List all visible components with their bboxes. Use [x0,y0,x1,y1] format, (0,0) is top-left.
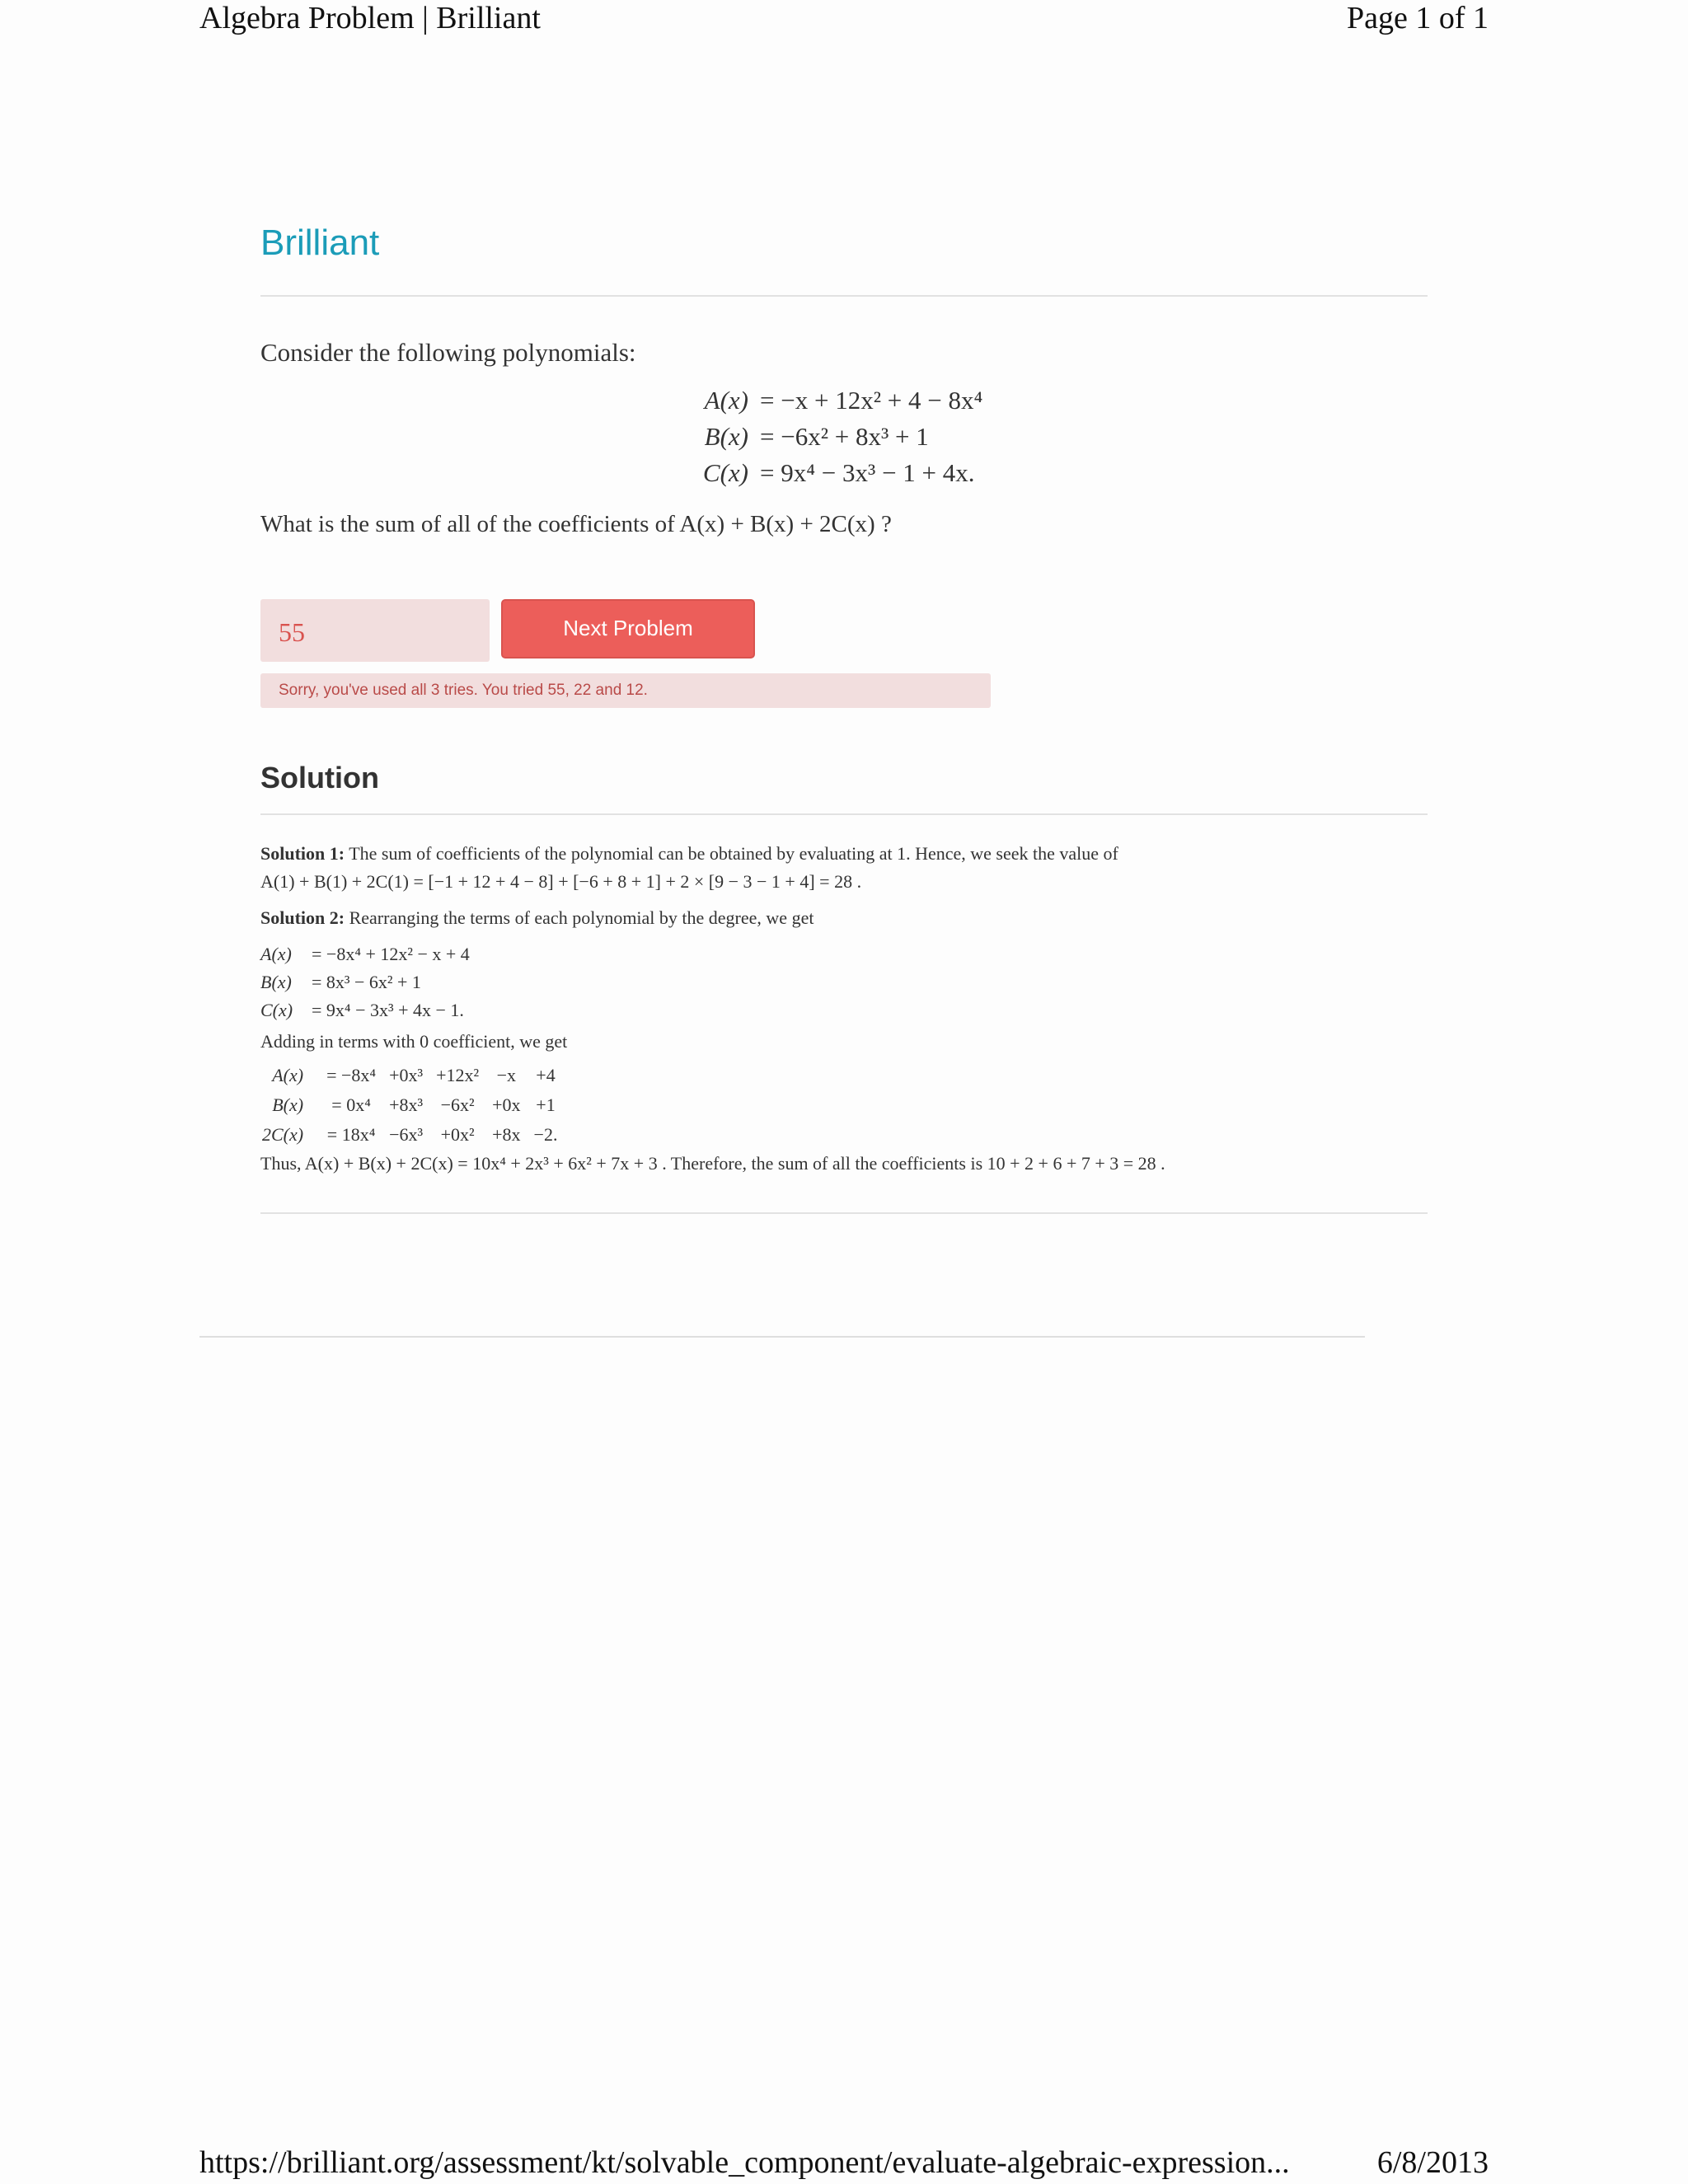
print-page-number: Page 1 of 1 [1346,1,1489,35]
solution-conclusion: Thus, A(x) + B(x) + 2C(x) = 10x⁴ + 2x³ + 6x² + 7x + 3 . Therefore, the sum of all the coefficients is 10 + 2 + 6 + 7 + 3 = 28 . [260,1153,1165,1174]
equation-c: C(x) = 9x⁴ − 3x³ − 1 + 4x. [702,458,975,487]
print-header [199,0,1489,40]
next-problem-button[interactable]: Next Problem [501,599,755,658]
page-content [260,216,1428,1214]
rearranged-polynomials [260,940,1428,1024]
page-bottom-divider [199,1336,1365,1338]
solution-2 [260,904,1428,932]
solution-1-text: The sum of coefficients of the polynomial can be obtained by evaluating at 1. Hence, we seek the value of [349,843,1118,864]
equation-b: B(x) = −6x² + 8x³ + 1 [704,422,929,451]
problem-question: What is the sum of all of the coefficients of A(x) + B(x) + 2C(x) ? [260,511,892,537]
polynomial-definitions [682,382,1428,491]
brilliant-logo[interactable]: Brilliant [260,223,380,263]
print-footer [199,2141,1489,2181]
table-row: A(x) = −8x⁴ +0x³ +12x² −x +4 [272,1065,556,1085]
print-title: Algebra Problem | Brilliant [199,1,541,35]
tries-exhausted-message: Sorry, you've used all 3 tries. You tried 55, 22 and 12. [260,673,991,708]
problem-intro: Consider the following polynomials: [260,338,636,367]
solution-1-label: Solution 1: [260,843,345,864]
adding-note: Adding in terms with 0 coefficient, we get [260,1031,568,1052]
solution-2-text: Rearranging the terms of each polynomial by the degree, we get [349,907,814,928]
print-date: 6/8/2013 [1376,2145,1489,2180]
solution-divider [260,813,1428,815]
table-row: B(x) = 0x⁴ +8x³ −6x² +0x +1 [272,1094,556,1115]
aligned-terms-table [262,1061,570,1150]
answer-input[interactable]: 55 [260,599,490,662]
solution-end-divider [260,1212,1428,1214]
rearranged-b: B(x) = 8x³ − 6x² + 1 [260,972,421,992]
solution-1 [260,840,1428,896]
solution-title: Solution [260,761,379,794]
answer-row [260,599,1428,662]
rearranged-a: A(x) = −8x⁴ + 12x² − x + 4 [260,944,470,964]
print-url: https://brilliant.org/assessment/kt/solvable_component/evaluate-algebraic-expression... [199,2145,1290,2180]
solution-2-label: Solution 2: [260,907,345,928]
rearranged-c: C(x) = 9x⁴ − 3x³ + 4x − 1. [260,1000,464,1020]
equation-a: A(x) = −x + 12x² + 4 − 8x⁴ [704,386,983,415]
table-row: 2C(x) = 18x⁴ −6x³ +0x² +8x −2. [262,1124,558,1145]
solution-1-expression: A(1) + B(1) + 2C(1) = [−1 + 12 + 4 − 8] + [−6 + 8 + 1] + 2 × [9 − 3 − 1 + 4] = 28 . [260,871,862,892]
header-divider [260,295,1428,297]
